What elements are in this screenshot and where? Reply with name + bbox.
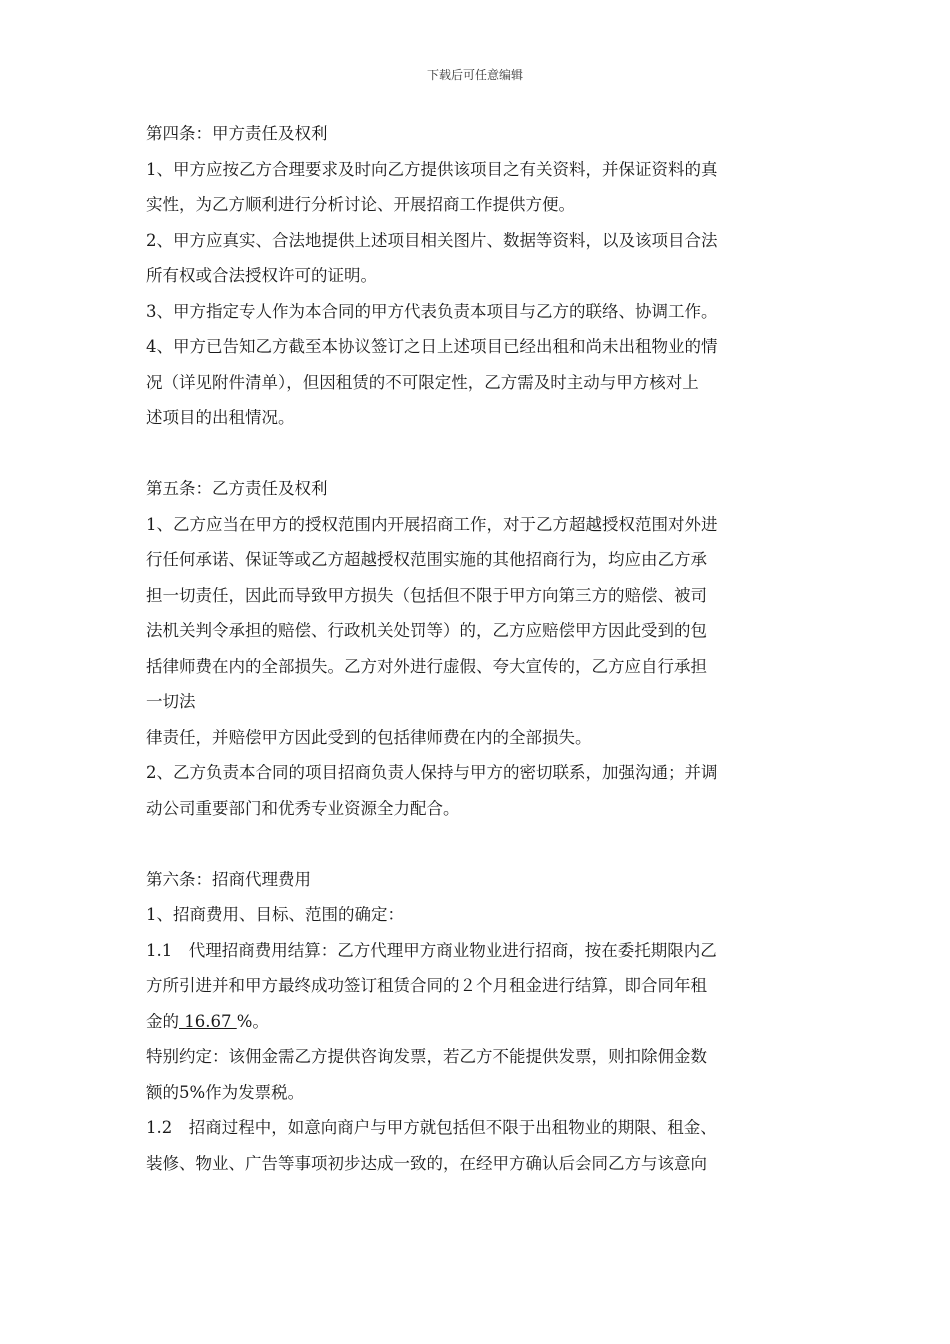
commission-rate-line [146,1004,812,1040]
paragraph-line: 括律师费在内的全部损失。乙方对外进行虚假、夸大宣传的，乙方应自行承担 [146,656,707,676]
section-spacer [146,436,812,472]
paragraph-line: 所有权或合法授权许可的证明。 [146,266,377,285]
section-heading: 第四条：甲方责任及权利 [146,124,328,143]
paragraph-line: 述项目的出租情况。 [146,408,295,427]
paragraph-line: 法机关判令承担的赔偿、行政机关处罚等）的，乙方应赔偿甲方因此受到的包 [146,621,707,640]
paragraph-line: 行任何承诺、保证等或乙方超越授权范围实施的其他招商行为，均应由乙方承 [146,550,707,569]
paragraph-line: 律责任，并赔偿甲方因此受到的包括律师费在内的全部损失。 [146,727,592,747]
section-heading: 第五条：乙方责任及权利 [146,479,328,498]
paragraph-line: 一切法 [146,692,196,711]
document-body [146,116,812,1181]
paragraph-line: 况（详见附件清单），但因租赁的不可限定性，乙方需及时主动与甲方核对上 [146,372,699,392]
paragraph-line: 4、甲方已告知乙方截至本协议签订之日上述项目已经出租和尚未出租物业的情 [146,337,718,356]
section-spacer [146,826,812,862]
page-header: 下载后可任意编辑 [426,68,523,82]
paragraph-line: 2、甲方应真实、合法地提供上述项目相关图片、数据等资料，以及该项目合法 [146,230,718,250]
paragraph-line: 3、甲方指定专人作为本合同的甲方代表负责本项目与乙方的联络、协调工作。 [146,301,718,321]
paragraph-line: 装修、物业、广告等事项初步达成一致的，在经甲方确认后会同乙方与该意向 [146,1153,707,1173]
paragraph-line: 1、招商费用、目标、范围的确定： [146,905,404,924]
paragraph-line: 动公司重要部门和优秀专业资源全力配合。 [146,798,460,818]
paragraph-line: 实性，为乙方顺利进行分析讨论、开展招商工作提供方便。 [146,195,575,214]
paragraph-line: 1.2 招商过程中，如意向商户与甲方就包括但不限于出租物业的期限、租金、 [146,1118,717,1137]
paragraph-line: 1.1 代理招商费用结算：乙方代理甲方商业物业进行招商，按在委托期限内乙 [146,940,717,960]
section-heading: 第六条：招商代理费用 [146,869,311,889]
paragraph-line: 2、乙方负责本合同的项目招商负责人保持与甲方的密切联系，加强沟通；并调 [146,763,718,782]
paragraph-line: 特别约定：该佣金需乙方提供咨询发票，若乙方不能提供发票，则扣除佣金数 [146,1047,707,1066]
paragraph-line: 1、甲方应按乙方合理要求及时向乙方提供该项目之有关资料，并保证资料的真 [146,159,718,179]
paragraph-line: 担一切责任，因此而导致甲方损失（包括但不限于甲方向第三方的赔偿、被司 [146,585,707,605]
paragraph-line: 1、乙方应当在甲方的授权范围内开展招商工作，对于乙方超越授权范围对外进 [146,514,718,534]
paragraph-line: 额的5%作为发票税。 [146,1082,305,1102]
commission-rate-value: 16.67 [179,1011,237,1031]
paragraph-line: 方所引进并和甲方最终成功签订租赁合同的２个月租金进行结算，即合同年租 [146,976,707,995]
commission-rate-suffix: %。 [236,1011,269,1031]
commission-rate-prefix: 金的 [146,1011,179,1031]
